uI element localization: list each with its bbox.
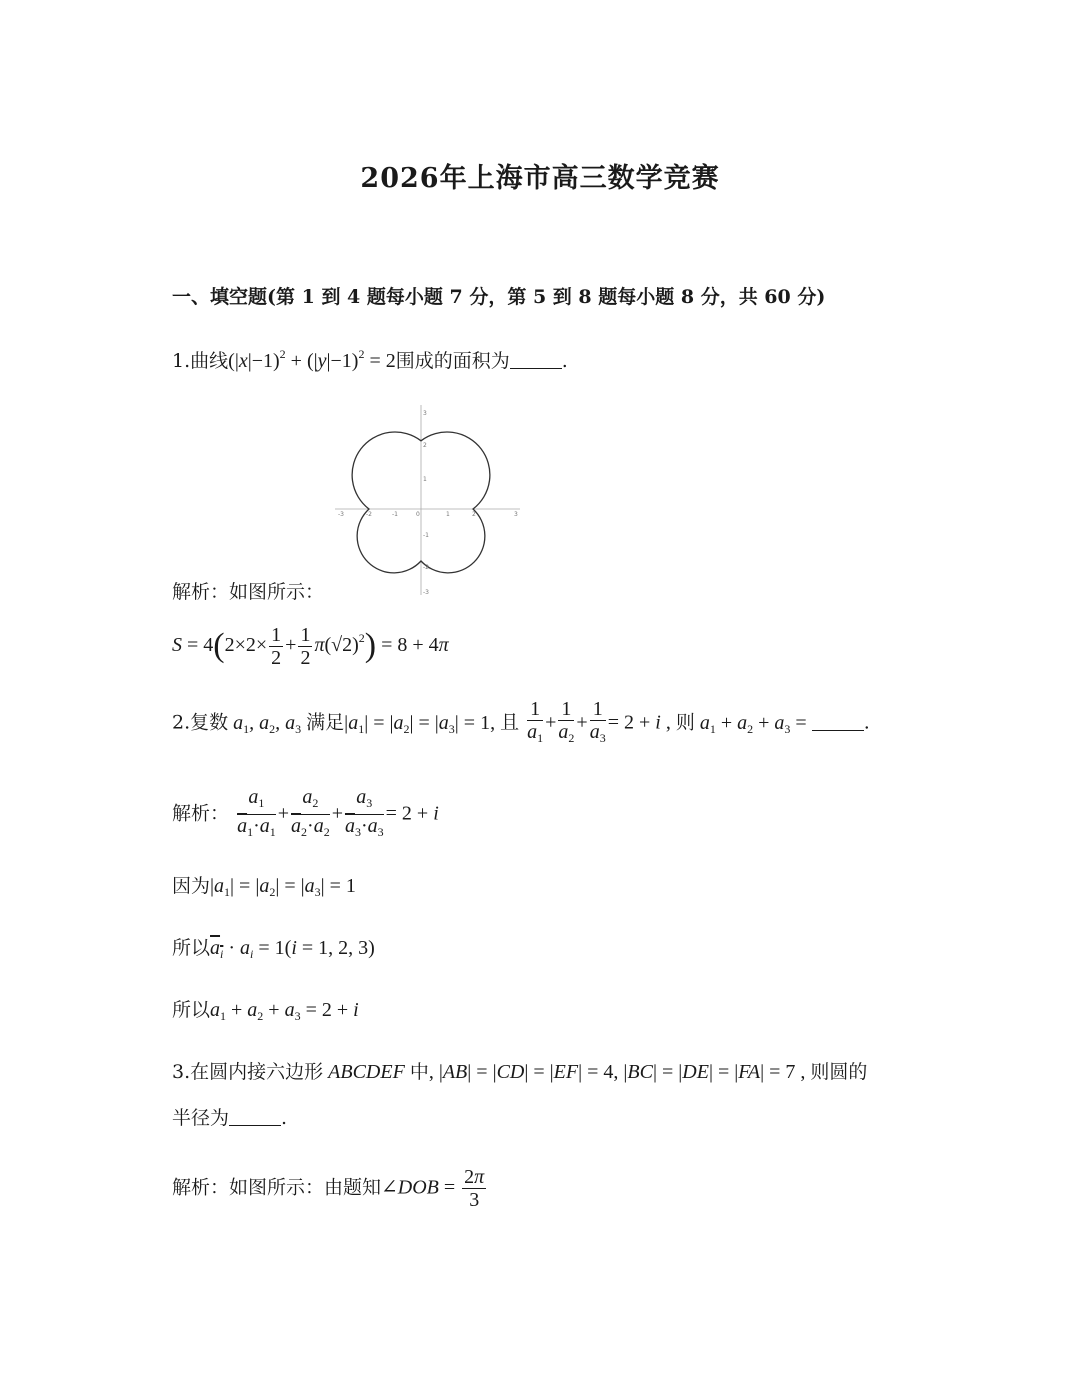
q1-solution: S = 4(2×2× $\frac{1}{2}$ + $\frac{1}{2}$ $\pi(√2)^2) = 8 + 4\pi$ <box>172 624 449 669</box>
question-2: 2.复数 $a_1$, $a_2$, $a_3$ 满足$|a_1| = |a_2| = |a_3| = 1$, 且 $\frac{1}{a_1}$ + $\frac{1}{a_2}$ + $\frac{1}{a_3}$ = 2 + i , 则 $a_1 + a_2 + a_3$ = . <box>172 698 870 745</box>
q2-number: 2. <box>172 711 191 734</box>
q3-text-c: 则圆的 <box>810 1061 868 1083</box>
q2-text-b: 满足 <box>306 711 345 734</box>
q1-suffix: 围成的面积为 <box>395 350 510 372</box>
q2-analysis: 解析： $\frac{a_1}{\overline{a}_1\cdot a_1}$ + $\frac{a_2}{\overline{a}_2\cdot a_2}$ + $\frac{a_3}{\overline{a}_3\cdot a_3}$ = 2 + i <box>172 786 439 839</box>
y-tick: -2 <box>423 564 429 571</box>
q2-so1-label: 所以 <box>172 937 211 959</box>
x-tick: -1 <box>392 511 398 518</box>
q2-so-1: 所以$a_i \cdot a_i = 1(i = 1$, 2, 3) <box>172 937 375 961</box>
q2-because: 因为$|a_1| = |a_2| = |a_3| = 1$ <box>172 875 356 899</box>
y-tick: -1 <box>423 532 429 539</box>
q1-analysis-label: 解析：如图所示： <box>172 581 325 603</box>
q1-answer-blank <box>510 350 562 369</box>
page-title: 2026年上海市高三数学竞赛 <box>360 163 720 194</box>
q1-graph <box>330 400 525 600</box>
q2-so2-label: 所以 <box>172 999 211 1021</box>
q3-text-b: 中 <box>409 1061 429 1083</box>
q3-analysis-label: 解析：如图所示：由题知 <box>172 1176 382 1199</box>
q3-number: 3. <box>172 1061 191 1083</box>
q3-line2-label: 半径为 <box>172 1107 230 1129</box>
q2-so-2: 所以$a_1 + a_2 + a_3 = 2 + i$ <box>172 999 359 1023</box>
q3-line-2: 半径为 . <box>172 1107 288 1129</box>
q3-text-a: 在圆内接六边形 <box>190 1061 324 1083</box>
q1-prefix: 曲线 <box>190 350 229 372</box>
q1-number: 1. <box>172 350 191 372</box>
q2-text-a: 复数 <box>190 711 229 734</box>
q2-because-label: 因为 <box>172 875 211 897</box>
x-tick: -3 <box>338 511 344 518</box>
q3-analysis: 解析：如图所示：由题知∠DOB = $\frac{2\pi}{3}$ <box>172 1166 485 1211</box>
x-tick: 3 <box>514 511 518 518</box>
y-tick: 2 <box>423 442 427 449</box>
q1-equation: $(|x|-1)^2 + (|y|-1)^2 = 2$ <box>228 347 396 372</box>
x-tick: 0 <box>416 511 420 518</box>
x-tick: 2 <box>472 511 476 518</box>
y-tick: -3 <box>423 589 429 596</box>
question-3: 3.在圆内接六边形 ABCDEF 中, |AB| = |CD| = |EF| = 4, |BC| = |DE| = |FA| = 7 , 则圆的 <box>172 1061 868 1083</box>
x-tick: -2 <box>366 511 372 518</box>
y-tick: 1 <box>423 476 427 483</box>
x-tick: 1 <box>446 511 450 518</box>
question-1: 1.曲线$(|x|-1)^2 + (|y|-1)^2 = 2$围成的面积为 . <box>172 347 568 372</box>
q2-text-c: 且 <box>500 711 520 734</box>
q3-answer-blank <box>229 1107 281 1126</box>
q2-analysis-label: 解析： <box>172 802 230 825</box>
section-heading: 一、填空题(第 1 到 4 题每小题 7 分，第 5 到 8 题每小题 8 分，共 60 分) <box>172 286 826 308</box>
y-tick: 3 <box>423 410 427 417</box>
q2-answer-blank <box>812 712 864 731</box>
q2-text-d: 则 <box>675 711 695 734</box>
